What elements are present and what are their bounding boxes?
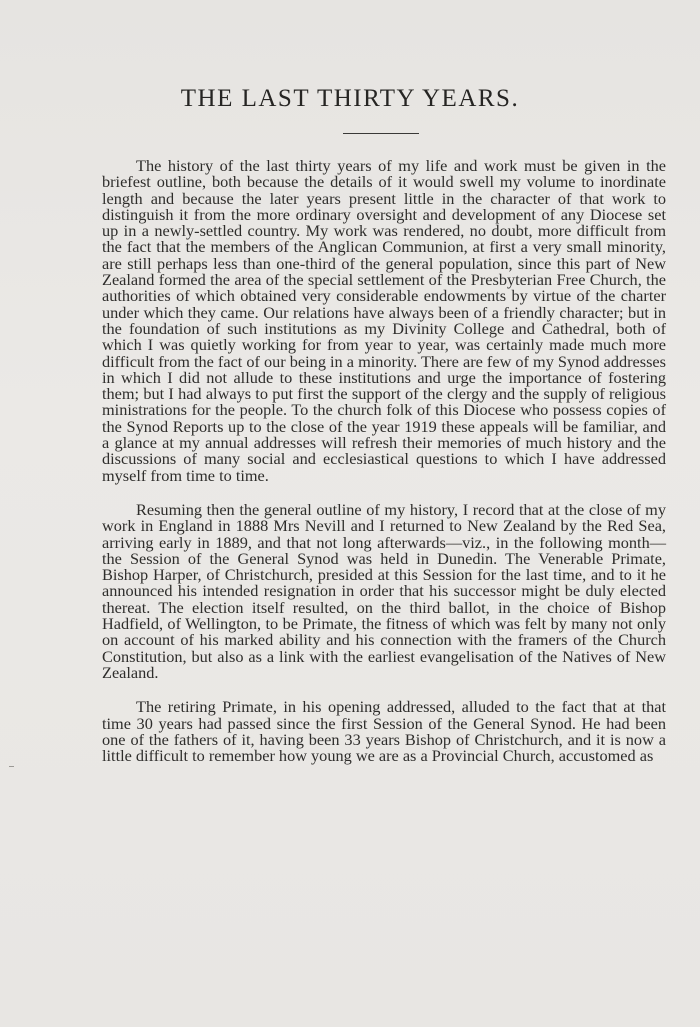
paragraph-1: The history of the last thirty years of my life and work must be given in the briefest outline, both because the details of it would swell my volume to inordinate length and because the later years present little in the character of that work to distinguish it from the more ordinary oversight and development of any Diocese set up in a newly-settled country. My work was rendered, no doubt, more difficult from the fact that the members of the Anglican Communion, at first a very small minority, are still perhaps less than one-third of the general population, since this part of New Zealand formed the area of the special settlement of the Presbyterian Free Church, the authorities of which obtained very considerable endowments by virtue of the charter under which they came. Our relations have always been of a friendly character; but in the foundation of such institutions as my Divinity College and Cathedral, both of which I was quietly working for from year to year, was certainly made much more difficult from the fact of our being in a minority. There are few of my Synod addresses in which I did not allude to these institutions and urge the importance of fostering them; but I had always to put first the support of the clergy and the supply of religious ministrations for the people. To the church folk of this Diocese who possess copies of the Synod Reports up to the close of the year 1919 these appeals will be familiar, and a glance at my annual addresses will refresh their memories of much history and the discussions of many social and ecclesiastical questions to which I have addressed myself from time to time. (102, 156, 666, 485)
chapter-heading: THE LAST THIRTY YEARS. (180, 85, 520, 112)
margin-mark (9, 766, 14, 767)
paragraph-3: The retiring Primate, in his opening addressed, alluded to the fact that at that time 30 years had passed since the first Session of the General Synod. He had been one of the fathers of it, having been 33 years Bishop of Christchurch, and it is now a little difficult to remember how young we are as a Provincial Church, accustomed as (102, 697, 666, 766)
paragraph-2: Resuming then the general outline of my history, I record that at the close of my work in England in 1888 Mrs Nevill and I returned to New Zealand by the Red Sea, arriving early in 1889, and that not long afterwards—viz., in the following month—the Session of the General Synod was held in Dunedin. The Venerable Primate, Bishop Harper, of Christchurch, presided at this Session for the last time, and to it he announced his intended resignation in order that his successor might be duly elected thereat. The election itself resulted, on the third ballot, in the choice of Bishop Hadfield, of Wellington, to be Primate, the fitness of which was felt by many not only on account of his marked ability and his connection with the framers of the Church Constitution, but also as a link with the earliest evangelisation of the Natives of New Zealand. (102, 499, 666, 682)
heading-divider (343, 133, 419, 134)
chapter-body (102, 158, 666, 764)
